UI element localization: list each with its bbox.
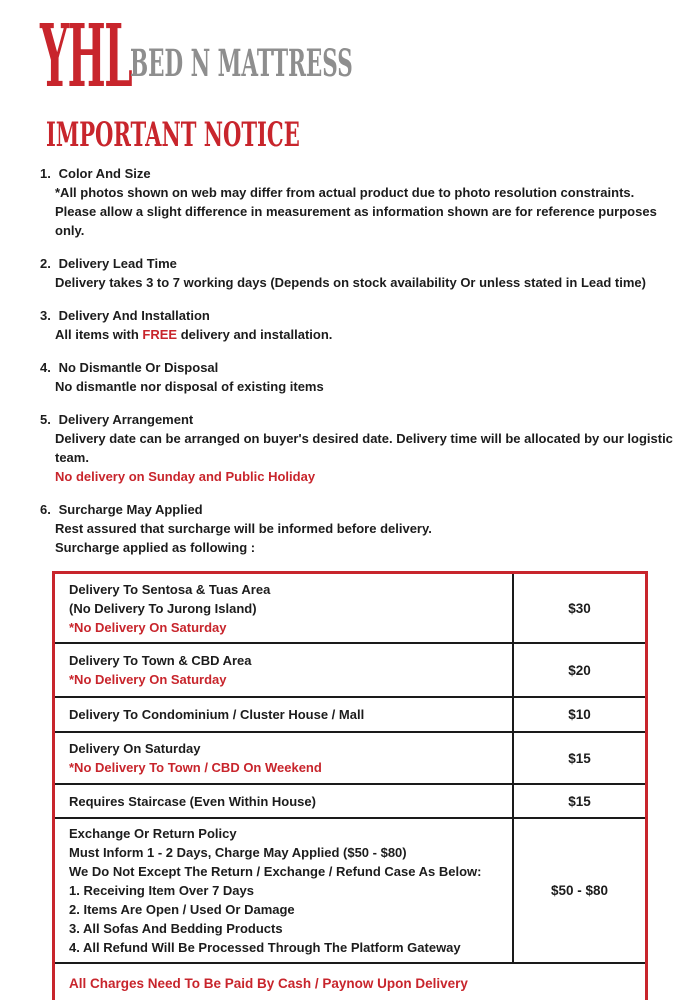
row-description-line-text: *No Delivery On Saturday — [69, 619, 227, 635]
row-description-line — [69, 739, 504, 758]
row-description-line-text: 4. All Refund Will Be Processed Through The Platform Gateway — [69, 940, 461, 955]
logo-brand-text: YHL — [40, 6, 132, 107]
notice-line-text: No dismantle nor disposal of existing items — [55, 379, 324, 394]
notice-line-text: FREE — [142, 327, 178, 342]
notice-title: Delivery And Installation — [55, 308, 210, 323]
row-description-line-text: Exchange Or Return Policy — [69, 826, 237, 841]
notice-line — [55, 325, 648, 344]
notice-line-text: Rest assured that surcharge will be informed before delivery. — [55, 521, 432, 536]
notice-title: No Dismantle Or Disposal — [55, 360, 219, 375]
notice-line-text: All items with — [55, 327, 143, 342]
row-description — [55, 734, 512, 782]
notice-heading — [40, 410, 648, 429]
notice-number: 1. — [40, 166, 51, 181]
row-description-line — [69, 618, 504, 637]
row-description — [55, 787, 512, 816]
row-price: $10 — [512, 698, 645, 731]
row-price: $20 — [512, 644, 645, 696]
row-description-line-text: *No Delivery On Saturday — [69, 672, 227, 687]
notice-heading — [40, 358, 648, 377]
notice-line-text: Surcharge applied as following : — [55, 540, 256, 555]
row-description-line-text: Delivery To Town & CBD Area — [69, 653, 252, 668]
notice-heading — [40, 164, 648, 183]
notice-number: 3. — [40, 308, 51, 323]
row-description — [55, 646, 512, 694]
row-price: $15 — [512, 785, 645, 817]
row-description-line — [69, 919, 504, 938]
table-row — [55, 783, 645, 817]
notice-line — [55, 467, 648, 486]
row-description-line — [69, 670, 504, 689]
row-description — [55, 575, 512, 642]
notice-line — [55, 448, 648, 467]
row-description-line — [69, 843, 504, 862]
notice-title: Surcharge May Applied — [55, 502, 203, 517]
notice-heading — [40, 306, 648, 325]
row-description-line — [69, 938, 504, 957]
notice-item — [40, 254, 648, 292]
notice-line — [55, 377, 648, 396]
row-description-line — [69, 792, 504, 811]
row-description-line — [69, 651, 504, 670]
notice-list — [40, 164, 673, 557]
notice-title: Delivery Arrangement — [55, 412, 194, 427]
row-description-line — [69, 758, 504, 777]
table-row — [55, 731, 645, 783]
notice-line — [55, 273, 648, 292]
table-row — [55, 642, 645, 696]
row-description-line-text: Delivery To Condominium / Cluster House / Mall — [69, 707, 365, 722]
notice-line — [55, 538, 648, 557]
row-description — [55, 819, 512, 962]
row-description-line-text: Must Inform 1 - 2 Days, Charge May Applied ($50 - $80) — [69, 845, 407, 860]
notice-item — [40, 500, 648, 557]
row-description-line-text: 2. Items Are Open / Used Or Damage — [69, 902, 295, 917]
notice-item — [40, 358, 648, 396]
notice-line — [55, 183, 648, 202]
row-price: $50 - $80 — [512, 819, 645, 962]
notice-number: 5. — [40, 412, 51, 427]
row-description-line-text: 1. Receiving Item Over 7 Days — [69, 883, 254, 898]
row-price: $15 — [512, 733, 645, 783]
table-footer-note: All Charges Need To Be Paid By Cash / Paynow Upon Delivery — [55, 962, 645, 1000]
surcharge-table — [52, 571, 648, 1000]
row-description-line-text: (No Delivery To Jurong Island) — [69, 600, 257, 616]
notice-line — [55, 202, 657, 221]
notice-number: 6. — [40, 502, 51, 517]
notice-title: Color And Size — [55, 166, 151, 181]
notice-line-text: Delivery date can be arranged on buyer's desired date. Delivery time will be allocated by our logistic — [55, 431, 673, 446]
logo — [40, 6, 648, 118]
notice-line — [55, 519, 648, 538]
logo-subtitle-text: BED N MATTRESS — [130, 41, 353, 85]
table-row — [55, 817, 645, 962]
row-description-line — [69, 580, 504, 599]
row-description-line — [69, 705, 504, 724]
notice-item — [40, 164, 657, 240]
notice-number: 2. — [40, 256, 51, 271]
row-description-line — [69, 900, 504, 919]
notice-item — [40, 410, 673, 486]
row-description-line-text: *No Delivery To Town / CBD On Weekend — [69, 760, 322, 775]
row-description-line-text: Delivery To Sentosa & Tuas Area — [69, 581, 271, 597]
row-description-line — [69, 881, 504, 900]
notice-line — [55, 429, 673, 448]
notice-heading — [40, 500, 648, 519]
row-description-line — [69, 599, 504, 618]
notice-line-text: *All photos shown on web may differ from actual product due to photo resolution constraints. — [55, 185, 635, 200]
notice-line-text: delivery and installation. — [177, 327, 333, 342]
notice-heading — [40, 254, 648, 273]
row-description-line-text: Delivery On Saturday — [69, 741, 201, 756]
row-description-line — [69, 824, 504, 843]
notice-item — [40, 306, 648, 344]
table-row — [55, 574, 645, 642]
row-description-line-text: We Do Not Except The Return / Exchange / Refund Case As Below: — [69, 864, 482, 879]
notice-line-text: No delivery on Sunday and Public Holiday — [55, 469, 316, 484]
notice-number: 4. — [40, 360, 51, 375]
notice-title: Delivery Lead Time — [55, 256, 177, 271]
row-description-line — [69, 862, 504, 881]
notice-line-text: Please allow a slight difference in measurement as information shown are for reference purposes — [55, 204, 657, 219]
row-description-line-text: Requires Staircase (Even Within House) — [69, 793, 316, 809]
table-row — [55, 696, 645, 731]
row-description-line-text: 3. All Sofas And Bedding Products — [69, 921, 283, 936]
notice-line-text: only. — [55, 223, 85, 238]
page-title: IMPORTANT NOTICE — [46, 115, 300, 155]
row-price: $30 — [512, 574, 645, 642]
notice-line-text: Delivery takes 3 to 7 working days (Depends on stock availability Or unless stated in Lead time) — [55, 275, 646, 290]
row-description — [55, 700, 512, 729]
notice-line — [55, 221, 648, 240]
notice-line-text: team. — [55, 450, 89, 465]
